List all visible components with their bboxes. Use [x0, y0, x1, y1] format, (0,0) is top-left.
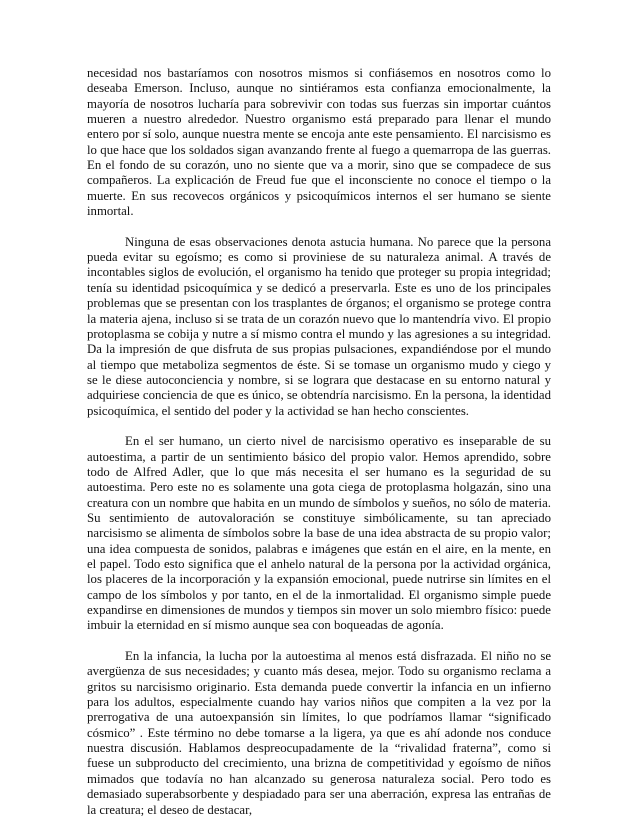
paragraph-4: En la infancia, la lucha por la autoestima al menos está disfrazada. El niño no se avergüenza de sus necesidades; y cuanto más desea, mejor. Todo su organismo reclama a gritos su narcisismo originario. Esta demanda puede convertir la infancia en un infierno para los adultos, especialmente cuando hay varios niños que compiten a la vez por la prerrogativa de una autoexpansión sin límites, lo que podríamos llamar “significado cósmico” . Este término no debe tomarse a la ligera, ya que es ahí adonde nos conduce nuestra discusión. Hablamos despreocupadamente de la “rivalidad fraterna”, como si fuese un subproducto del crecimiento, una brizna de competitividad y egoísmo de niños mimados que todavía no han alcanzado su generosa naturaleza social. Pero todo es demasiado superabsorbente y despiadado para ser una aberración, expresa las entrañas de la creatura; el deseo de destacar,: [87, 649, 551, 817]
paragraph-3: En el ser humano, un cierto nivel de narcisismo operativo es inseparable de su autoestima, a partir de un sentimiento básico del propio valor. Hemos aprendido, sobre todo de Alfred Adler, que lo que más necesita el ser humano es la seguridad de su autoestima. Pero este no es solamente una gota ciega de protoplasma holgazán, sino una creatura con un nombre que habita en un mundo de símbolos y sueños, no sólo de materia. Su sentimiento de autovaloración se constituye simbólicamente, su tan apreciado narcisismo se alimenta de símbolos sobre la base de una idea abstracta de su propio valor; una idea compuesta de sonidos, palabras e imágenes que están en el aire, en la mente, en el papel. Todo esto significa que el anhelo natural de la persona por la actividad orgánica, los placeres de la incorporación y la expansión emocional, puede nutrirse sin límites en el campo de los símbolos y por tanto, en el de la inmortalidad. El organismo simple puede expandirse en dimensiones de mundos y tiempos sin mover un solo miembro físico: puede imbuir la eternidad en sí mismo aunque sea con boqueadas de agonía.: [87, 434, 551, 633]
paragraph-1: necesidad nos bastaríamos con nosotros mismos si confiásemos en nosotros como lo deseaba Emerson. Incluso, aunque no sintiéramos esta confianza emocionalmente, la mayoría de nosotros lucharía para sobrevivir con todas sus fuerzas sin importar cuántos mueren a nuestro alrededor. Nuestro organismo está preparado para llenar el mundo entero por sí solo, aunque nuestra mente se encoja ante este pensamiento. El narcisismo es lo que hace que los soldados sigan avanzando frente al fuego a quemarropa de las guerras. En el fondo de su corazón, uno no siente que va a morir, sino que se compadece de sus compañeros. La explicación de Freud fue que el inconsciente no conoce el tiempo o la muerte. En sus recovecos orgánicos y psicoquímicos internos el ser humano se siente inmortal.: [87, 66, 551, 219]
body-text: [87, 66, 551, 818]
paragraph-2: Ninguna de esas observaciones denota astucia humana. No parece que la persona pueda evitar su egoísmo; es como si proviniese de su naturaleza animal. A través de incontables siglos de evolución, el organismo ha tenido que proteger su propia integridad; tenía su identidad psicoquímica y se dedicó a preservarla. Este es uno de los principales problemas que se presentan con los trasplantes de órganos; el organismo se protege contra la materia ajena, incluso si se trata de un corazón nuevo que lo mantendría vivo. El propio protoplasma se cobija y nutre a sí mismo contra el mundo y las agresiones a su integridad. Da la impresión de que disfruta de sus propias pulsaciones, expandiéndose por el mundo al tiempo que metaboliza segmentos de éste. Si se tomase un organismo mudo y ciego y se le diese autoconciencia y nombre, si se lograra que destacase en su entorno natural y adquiriese conciencia de que es único, se obtendría narcisismo. En la persona, la identidad psicoquímica, el sentido del poder y la actividad se han hecho conscientes.: [87, 234, 551, 418]
